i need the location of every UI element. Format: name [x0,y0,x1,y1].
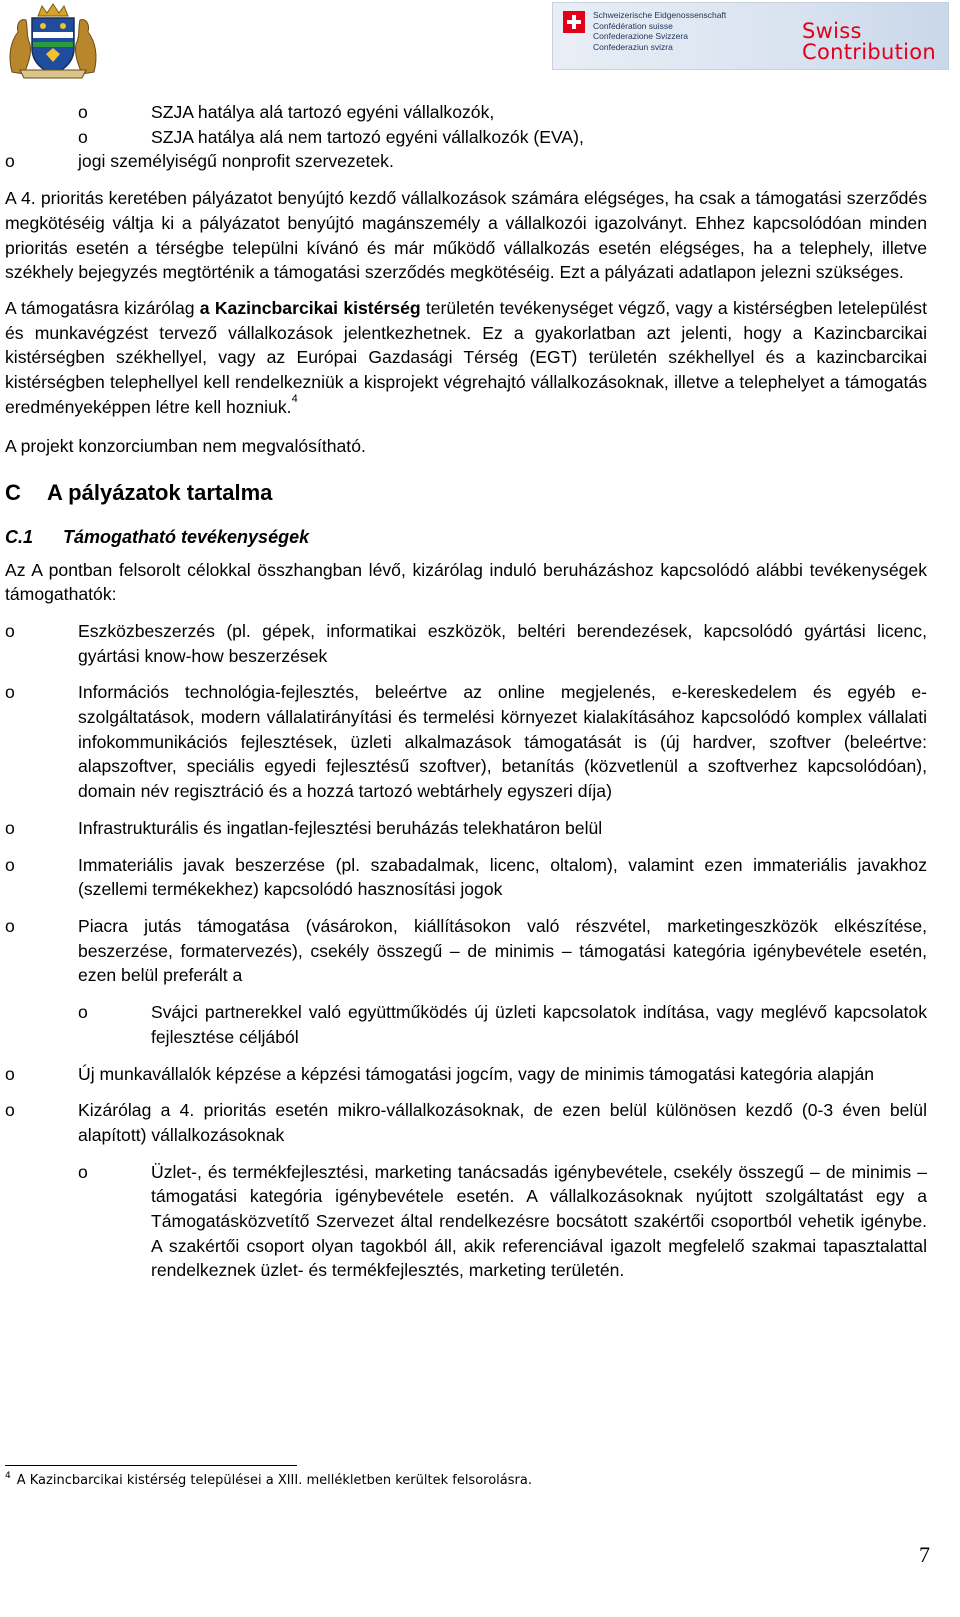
list-bullet: o [78,1002,88,1023]
activity-item [5,914,927,988]
list-bullet: o [78,1161,88,1182]
confederation-line: Schweizerische Eidgenossenschaft [593,10,727,20]
list-bullet: o [5,620,15,641]
activity-item [5,680,927,804]
list-bullet: o [5,1100,15,1121]
list-bullet: o [5,682,15,703]
swiss-contribution-logo [552,2,949,70]
activity-text: Információs technológia-fejlesztés, beleértve az online megjelenés, e-kereskedelem és egyéb e-szolgáltatások, modern vállalatirányítási és termelési környezet kialakításához kapcsolódó komplex vállalati infokommunikációs fejlesztések, üzleti alkalmazások támogatását is (új hardver, szoftver (beleértve: alapszoftver, speciális egyedi fejlesztésű szoftver), betanítás (közvetlenül a szoftverhez kapcsolódóan), domain név regisztráció és a hozzá tartozó webtárhely egyszeri díja) [78,682,927,802]
activity-item [5,816,927,841]
list-bullet: o [78,102,88,122]
list-item-text: jogi személyiségű nonprofit szervezetek. [78,151,394,172]
section-heading-c [5,481,927,506]
brand-line: Contribution [802,40,936,64]
list-item [5,125,927,150]
activity-item [5,1062,927,1087]
footnote-text: A Kazincbarcikai kistérség települései a XIII. mellékletben kerültek felsorolásra. [16,1473,532,1488]
subsection-title: Támogatható tevékenységek [63,526,310,547]
swiss-flag-icon [563,11,585,33]
activity-item [5,1000,927,1049]
confederation-line: Confédération suisse [593,20,673,31]
swiss-contribution-wordmark [802,21,936,63]
confederation-line: Confederaziun svizra [593,41,673,52]
region-name: a Kazincbarcikai kistérség [199,297,421,318]
paragraph-text: A támogatásra kizárólag [5,297,200,318]
page-header [0,0,960,85]
paragraph-kisterseg [5,296,927,423]
brand-line: Swiss [802,19,862,43]
list-bullet: o [5,854,15,875]
page-number: 7 [919,1542,930,1567]
activity-text: Svájci partnerekkel való együttműködés új üzleti kapcsolatok indítása, vagy meglévő kapcsolatok fejlesztése céljából [151,1002,927,1047]
activity-item [5,1160,927,1284]
footnote-number: 4 [5,1471,11,1481]
list-item-text: SZJA hatálya alá nem tartozó egyéni vállalkozók (EVA), [151,126,584,147]
paragraph-konzorcium: A projekt konzorciumban nem megvalósítható. [5,436,366,457]
list-bullet: o [78,126,88,147]
activity-text: Eszközbeszerzés (pl. gépek, informatikai eszközök, beltéri berendezések, kapcsolódó gyártási licenc, gyártási know-how beszerzések [78,620,927,666]
paragraph-text: területén tevékenységet végző, vagy a kistérségben letelepülést és munkavégzést tervező vállalkozások jelentkezhetnek. Ez a gyakorlatban azt jelenti, hogy a Kazincbarcikai kistérségben székhellyel, vagy az Európai Gazdasági Térség (EGT) területén székhellyel és a kazincbarcikai kistérségben telephellyel kell rendelkezniük a kisprojekt végrehajtó vállalkozásoknak, illetve a telephelyet a támogatás eredményeképpen létre kell hozniuk. [5,297,927,417]
section-number: C [5,480,21,506]
list-bullet: o [5,817,15,838]
activity-text: Új munkavállalók képzése a képzési támogatási jogcím, vagy de minimis támogatási kategória alapján [78,1063,875,1084]
section-title: A pályázatok tartalma [47,480,273,506]
activity-text: Kizárólag a 4. prioritás esetén mikro-vállalkozásoknak, de ezen belül különösen kezdő (0-3 éven belül alapított) vállalkozásoknak [78,1100,927,1145]
activity-item [5,619,927,668]
document-body [5,100,927,1283]
activities-list [5,619,927,1283]
activity-text: Immateriális javak beszerzése (pl. szabadalmak, licenc, oltalom), valamint ezen immateriális javakhoz (szellemi termékekhez) kapcsolódó hasznosítási jogok [78,854,927,900]
activity-item [5,853,927,902]
paragraph-a4: A 4. prioritás keretében pályázatot benyújtó kezdő vállalkozások számára elégséges, ha csak a támogatási szerződés megkötéséig váltja ki a pályázatot benyújtó magánszemély a vállalkozói igazolványt. Ehhez kapcsolódóan minden prioritás esetén a térségbe települni kívánó és már működő vállalkozás esetén elégséges, ha a telephely, illetve székhely bejegyzés megtörténik a támogatási szerződés megkötéséig. Ezt a pályázati adatlapon jelezni szükséges. [5,188,927,283]
intro-c1: Az A pontban felsorolt célokkal összhangban lévő, kizárólag induló beruházáshoz kapcsolódó alábbi tevékenységek támogathatók: [5,559,927,605]
footnote-reference[interactable]: 4 [291,392,298,405]
list-bullet: o [5,1063,15,1084]
activity-text: Piacra jutás támogatása (vásárokon, kiállításokon való részvétel, marketingeszközök elkészítése, beszerzése, formatervezés), csekély összegű – de minimis – támogatási kategória igénybevétele esetén, ezen belül preferált a [78,915,927,986]
confederation-line: Confederazione Svizzera [593,31,688,41]
activity-text: Infrastrukturális és ingatlan-fejlesztési beruházás telekhatáron belül [78,817,603,838]
subsection-heading-c1 [5,525,927,550]
coat-of-arms-icon [6,2,100,80]
list-item [5,100,927,125]
footnote [5,1472,532,1491]
activity-text: Üzlet-, és termékfejlesztési, marketing tanácsadás igénybevétele, csekély összegű – de minimis – támogatási kategória igénybevétele esetén. A vállalkozásoknak nyújtott szolgáltatást egy a Támogatásközvetítő Szervezet által rendelkezésre bocsátott szakértői csoportból vehetik igénybe. A szakértői csoport olyan tagokból áll, akik referenciával igazolt megfelelő szakmai tapasztalattal rendelkeznek üzlet- és termékfejlesztés, marketing területén. [151,1161,927,1281]
activity-item [5,1098,927,1147]
list-item-text: SZJA hatálya alá tartozó egyéni vállalkozók, [151,102,495,122]
list-item [5,149,927,174]
subsection-number: C.1 [5,526,34,547]
list-bullet: o [5,151,15,172]
confederation-names [593,10,726,52]
list-bullet: o [5,915,15,936]
footnote-separator [5,1465,297,1466]
